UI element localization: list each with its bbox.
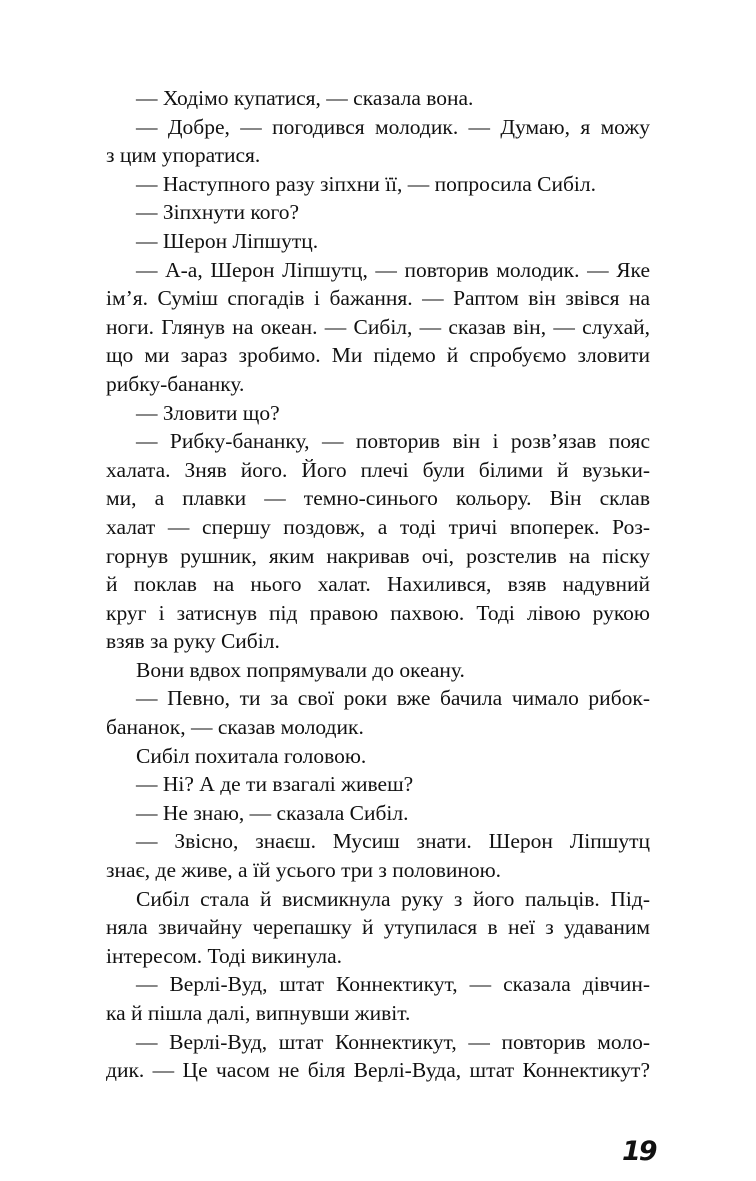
page-number: 19 bbox=[622, 1136, 656, 1167]
text-line: халата. Зняв його. Його плечі були білими й вузьки- bbox=[106, 457, 650, 482]
text-line: — Наступного разу зіпхни її, — попросила Сибіл. bbox=[136, 171, 597, 196]
text-line: ім’я. Суміш спогадів і бажання. — Раптом він звівся на bbox=[106, 286, 650, 311]
text-line: Сибіл стала й висмикнула руку з його пальців. Під- bbox=[136, 886, 650, 911]
text-line: — Ходімо купатися, — сказала вона. bbox=[136, 86, 474, 110]
text-line: — Зловити що? bbox=[136, 400, 280, 425]
text-line: ми, а плавки — темно-синього кольору. Він склав bbox=[106, 486, 650, 511]
text-line: з цим упоратися. bbox=[106, 143, 261, 168]
text-line: — Не знаю, — сказала Сибіл. bbox=[136, 800, 409, 825]
text-line: бананок, — сказав молодик. bbox=[106, 715, 364, 740]
text-line: ноги. Глянув на океан. — Сибіл, — сказав він, — слухай, bbox=[106, 314, 650, 339]
text-line: ка й пішла далі, випнувши живіт. bbox=[106, 1001, 411, 1025]
text-line: круг і затиснув під правою пахвою. Тоді лівою рукою bbox=[106, 600, 650, 625]
text-line: Сибіл похитала головою. bbox=[136, 743, 367, 768]
text-line: знає, де живе, а їй усього три з половиною. bbox=[106, 858, 502, 883]
text-line: взяв за руку Сибіл. bbox=[106, 629, 280, 654]
text-line: — Шерон Ліпшутц. bbox=[136, 228, 319, 253]
body-text bbox=[106, 84, 650, 1085]
text-line: що ми зараз зробимо. Ми підемо й спробуємо зловити bbox=[106, 343, 650, 368]
text-line: й поклав на нього халат. Нахилився, взяв надувний bbox=[106, 572, 650, 597]
text-line: халат — спершу поздовж, а тоді тричі впоперек. Роз- bbox=[106, 514, 650, 539]
text-line: — Добре, — погодився молодик. — Думаю, я можу bbox=[136, 114, 650, 139]
text-line: — Верлі-Вуд, штат Коннектикут, — повторив моло- bbox=[136, 1029, 650, 1054]
text-line: — Зіпхнути кого? bbox=[136, 200, 300, 225]
text-line: — Певно, ти за свої роки вже бачила чимало рибок- bbox=[136, 686, 650, 711]
text-line: — Рибку-бананку, — повторив він і розв’язав пояс bbox=[136, 429, 650, 454]
text-line: — Звісно, знаєш. Мусиш знати. Шерон Ліпшутц bbox=[136, 829, 650, 854]
text-line: — Ні? А де ти взагалі живеш? bbox=[136, 772, 414, 797]
text-line: горнув рушник, яким накривав очі, розстелив на піску bbox=[106, 543, 650, 568]
text-line: інтересом. Тоді викинула. bbox=[106, 943, 342, 968]
text-line: Вони вдвох попрямували до океану. bbox=[136, 657, 465, 682]
text-line: — А-а, Шерон Ліпшутц, — повторив молодик. — Яке bbox=[136, 257, 650, 282]
text-line: рибку-бананку. bbox=[106, 371, 245, 396]
text-line: — Верлі-Вуд, штат Коннектикут, — сказала дівчин- bbox=[136, 972, 650, 997]
text-line: дик. — Це часом не біля Верлі-Вуда, штат Коннектикут? bbox=[106, 1058, 650, 1083]
text-line: няла звичайну черепашку й утупилася в неї з удаваним bbox=[106, 915, 650, 940]
